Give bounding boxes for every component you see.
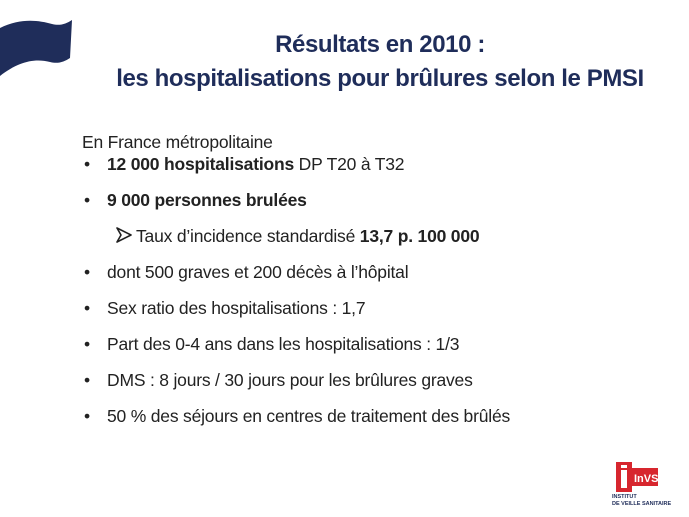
bullet: •	[84, 370, 90, 390]
bullet: •	[84, 262, 90, 282]
arrow-bullet-icon	[116, 227, 132, 243]
bullet: •	[84, 154, 90, 174]
list-item-part-0-4	[82, 326, 672, 362]
list-item-personnes	[82, 182, 672, 218]
invs-logo	[612, 462, 672, 510]
logo-caption-line-2: DE VEILLE SANITAIRE	[612, 500, 672, 507]
list-item-text: Part des 0-4 ans dans les hospitalisations : 1/3	[107, 334, 460, 354]
list-item-sejours	[82, 398, 672, 434]
bullet: •	[84, 334, 90, 354]
list-item-text: dont 500 graves et 200 décès à l’hôpital	[107, 262, 409, 282]
list-item-text: DMS : 8 jours / 30 jours pour les brûlures graves	[107, 370, 473, 390]
flag-icon	[0, 18, 74, 78]
logo-caption	[612, 494, 689, 507]
list-item-sex-ratio	[82, 290, 672, 326]
logo-mark-text: InVS	[634, 473, 658, 485]
list-item-graves	[82, 254, 672, 290]
slide-content	[82, 131, 672, 434]
bullet: •	[84, 406, 90, 426]
hospitalisations-count: 12 000 hospitalisations	[107, 154, 295, 174]
intro-text: En France métropolitaine	[82, 132, 273, 152]
incidence-value: 13,7 p. 100 000	[359, 226, 480, 246]
incidence-label: Taux d’incidence standardisé	[136, 226, 360, 246]
logo-caption-line-1: INSTITUT	[612, 494, 637, 500]
hospitalisations-codes: DP T20 à T32	[294, 154, 405, 174]
slide-title	[80, 28, 680, 96]
invs-logo-mark	[616, 462, 658, 492]
bullet: •	[84, 190, 90, 210]
sub-item-incidence	[82, 218, 672, 254]
list-item-text: 50 % des séjours en centres de traitement des brûlés	[107, 406, 511, 426]
bullet: •	[84, 298, 90, 318]
list-item-text: Sex ratio des hospitalisations : 1,7	[107, 298, 366, 318]
list-item-hospitalisations	[82, 153, 672, 182]
list-item-dms	[82, 362, 672, 398]
title-line-1: Résultats en 2010 :	[275, 31, 485, 58]
title-line-2: les hospitalisations pour brûlures selon le PMSI	[116, 65, 644, 92]
personnes-count: 9 000 personnes brulées	[107, 190, 307, 210]
